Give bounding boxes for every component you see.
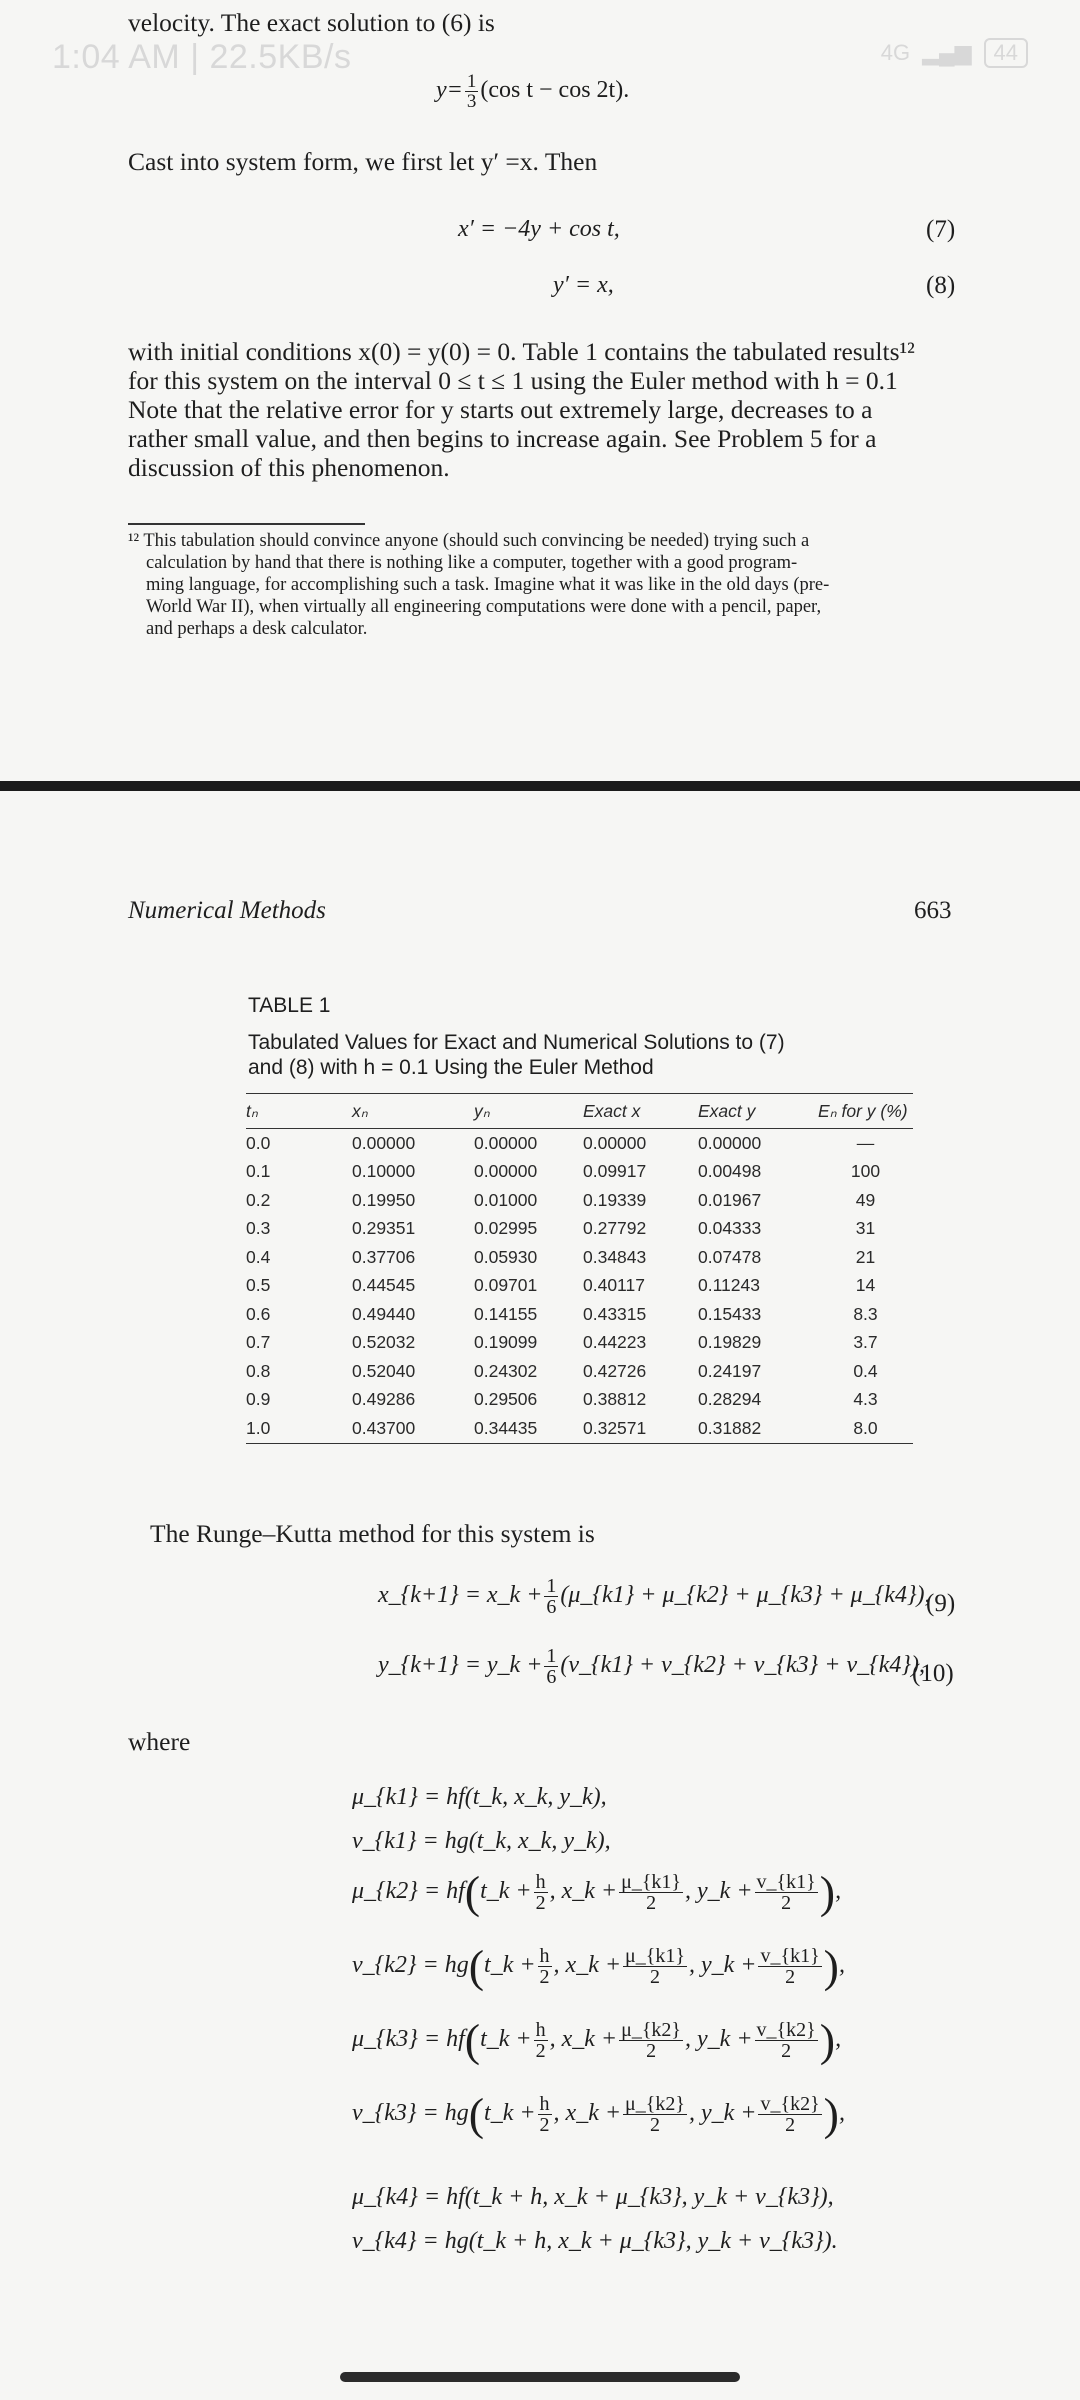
footnote xyxy=(128,530,958,640)
table-cell: 0.24302 xyxy=(474,1360,538,1381)
signal-icon: ▂▄▆ xyxy=(922,40,972,65)
equation-9: x_{k+1} = x_k + $\frac{1}{6}$ (μ_{k1} + μ_{k2} + μ_{k3} + μ_{k4}), xyxy=(378,1575,931,1618)
table-cell: 0.3 xyxy=(246,1218,271,1239)
equation-7: x′ = −4y + cos t, xyxy=(458,216,620,242)
table-cell: 0.43700 xyxy=(314,1414,452,1443)
table-cell: 0.19339 xyxy=(583,1189,647,1210)
mu-k1: μ_{k1} = hf(t_k, x_k, y_k), xyxy=(352,1784,607,1810)
v-k1: v_{k1} = hg(t_k, x_k, y_k), xyxy=(352,1828,611,1854)
table-cell: 0.24197 xyxy=(698,1360,762,1381)
caption-line: and (8) with h = 0.1 Using the Euler Method xyxy=(248,1056,654,1079)
table-row xyxy=(246,1357,913,1386)
table-cell: 0.34435 xyxy=(452,1414,579,1443)
table-cell: 0.7 xyxy=(246,1332,271,1353)
table-cell: 0.19950 xyxy=(352,1189,416,1210)
running-header: Numerical Methods xyxy=(128,897,326,924)
status-icons xyxy=(881,38,1028,68)
table-cell: 0.6 xyxy=(246,1303,271,1324)
fraction: $\frac{1}{6}$ xyxy=(546,1575,557,1618)
fraction: $\frac{1}{3}$ xyxy=(466,71,477,112)
table-cell: 0.00000 xyxy=(474,1132,538,1153)
table-cell: 0.09701 xyxy=(474,1275,538,1296)
table-cell: 0.14155 xyxy=(474,1303,538,1324)
table-row xyxy=(246,1186,913,1215)
equation-7-number: (7) xyxy=(926,216,956,243)
mu-k3: μ_{k3} = hf(t_k + $\frac{h}{2}$ , x_k + $\frac{\mu\_\{k2\}}{2}$ , y_k + $\frac{v\_\{k2\}}{2}$ ), xyxy=(352,2014,842,2066)
table-cell: — xyxy=(856,1132,875,1153)
table-cell: 31 xyxy=(855,1218,876,1239)
cast-text: Cast into system form, we first let y′ =x. Then xyxy=(128,147,598,176)
equation-10: y_{k+1} = y_k + $\frac{1}{6}$ (v_{k1} + v_{k2} + v_{k3} + v_{k4}), xyxy=(378,1645,925,1688)
table-cell: 0.29506 xyxy=(474,1389,538,1410)
header-exact-x: Exact x xyxy=(579,1094,688,1129)
rk-intro: The Runge–Kutta method for this system is xyxy=(150,1519,595,1548)
paragraph-line: for this system on the interval 0 ≤ t ≤ 1 using the Euler method with h = 0.1 xyxy=(128,366,898,395)
page-number: 663 xyxy=(914,897,952,924)
table-cell: 14 xyxy=(855,1275,876,1296)
table-cell: 0.00000 xyxy=(698,1132,762,1153)
caption-line: Tabulated Values for Exact and Numerical Solutions to (7) xyxy=(248,1031,785,1054)
table-row xyxy=(246,1386,913,1415)
header-y: yₙ xyxy=(452,1094,579,1129)
table-cell: 0.49440 xyxy=(352,1303,416,1324)
table-cell: 0.02995 xyxy=(474,1218,538,1239)
table-cell: 100 xyxy=(850,1161,881,1182)
table-cell: 0.40117 xyxy=(583,1275,645,1296)
table-cell: 8.0 xyxy=(818,1414,913,1443)
mu-k4: μ_{k4} = hf(t_k + h, x_k + μ_{k3}, y_k + v_{k3}), xyxy=(352,2184,834,2210)
table-cell: 21 xyxy=(855,1246,876,1267)
table-cell: 4.3 xyxy=(853,1389,878,1410)
table-row xyxy=(246,1243,913,1272)
table-cell: 0.00000 xyxy=(474,1161,538,1182)
v-k4: v_{k4} = hg(t_k + h, x_k + μ_{k3}, y_k + v_{k3}). xyxy=(352,2228,838,2254)
table-cell: 0.44545 xyxy=(352,1275,416,1296)
table-cell: 0.1 xyxy=(246,1161,271,1182)
table-cell: 0.04333 xyxy=(698,1218,762,1239)
footnote-line: and perhaps a desk calculator. xyxy=(146,619,368,639)
footnote-line: ¹² This tabulation should convince anyone (should such convincing be needed) trying such a xyxy=(128,531,810,551)
page-divider xyxy=(0,781,1080,791)
table-row xyxy=(246,1414,913,1443)
table-row xyxy=(246,1215,913,1244)
table-cell: 3.7 xyxy=(853,1332,878,1353)
table-cell: 0.31882 xyxy=(688,1414,818,1443)
table-cell: 0.49286 xyxy=(352,1389,416,1410)
table-cell: 0.5 xyxy=(246,1275,271,1296)
table-header-row xyxy=(246,1094,913,1129)
table-row xyxy=(246,1158,913,1187)
paragraph-line: Note that the relative error for y starts out extremely large, decreases to a xyxy=(128,395,873,424)
table-cell: 0.42726 xyxy=(583,1360,647,1381)
table-cell: 0.27792 xyxy=(583,1218,647,1239)
table-cell: 0.37706 xyxy=(352,1246,416,1267)
header-t: tₙ xyxy=(246,1094,314,1129)
v-k3: v_{k3} = hg(t_k + $\frac{h}{2}$ , x_k + $\frac{\mu\_\{k2\}}{2}$ , y_k + $\frac{v\_\{k2\}}{2}$ ), xyxy=(352,2088,845,2140)
equation-9-number: (9) xyxy=(926,1590,956,1617)
mu-k2: μ_{k2} = hf(t_k + $\frac{h}{2}$ , x_k + $\frac{\mu\_\{k1\}}{2}$ , y_k + $\frac{v\_\{k1\}}{2}$ ), xyxy=(352,1866,842,1918)
table-cell: 0.19099 xyxy=(474,1332,538,1353)
table-cell: 0.9 xyxy=(246,1389,271,1410)
table-cell: 0.00498 xyxy=(698,1161,762,1182)
table-cell: 0.28294 xyxy=(698,1389,762,1410)
header-x: xₙ xyxy=(314,1094,452,1129)
table-cell: 1.0 xyxy=(246,1414,314,1443)
exact-solution: y= $\frac{1}{3}$ (cos t − cos 2t). xyxy=(436,71,630,112)
paragraph-line: rather small value, and then begins to increase again. See Problem 5 for a xyxy=(128,424,877,453)
table-cell: 0.4 xyxy=(246,1246,271,1267)
equation-10-number: (10) xyxy=(912,1660,954,1687)
table-cell: 0.05930 xyxy=(474,1246,538,1267)
status-time: 1:04 AM | 22.5KB/s xyxy=(52,38,352,76)
table-cell: 0.52032 xyxy=(352,1332,416,1353)
table-cell: 0.29351 xyxy=(352,1218,416,1239)
table-cell: 0.00000 xyxy=(352,1132,416,1153)
table-row xyxy=(246,1272,913,1301)
table-cell: 0.2 xyxy=(246,1189,271,1210)
data-table xyxy=(246,1093,913,1444)
paragraph xyxy=(128,337,958,482)
table-caption xyxy=(248,1030,785,1080)
fraction: $\frac{1}{6}$ xyxy=(546,1645,557,1688)
intro-text: velocity. The exact solution to (6) is xyxy=(128,8,495,37)
table-cell: 8.3 xyxy=(853,1303,878,1324)
table-cell: 0.32571 xyxy=(579,1414,688,1443)
equation-8: y′ = x, xyxy=(553,272,614,298)
table-cell: 49 xyxy=(855,1189,876,1210)
table-cell: 0.4 xyxy=(853,1360,878,1381)
table-cell: 0.01967 xyxy=(698,1189,762,1210)
table-cell: 0.52040 xyxy=(352,1360,416,1381)
footnote-line: calculation by hand that there is nothing like a computer, together with a good program- xyxy=(146,553,798,573)
table xyxy=(246,1093,913,1444)
header-error: Eₙ for y (%) xyxy=(818,1094,913,1129)
table-row xyxy=(246,1300,913,1329)
paragraph-line: discussion of this phenomenon. xyxy=(128,453,450,482)
footnote-line: World War II), when virtually all engineering computations were done with a pencil, paper, xyxy=(146,597,822,617)
table-label: TABLE 1 xyxy=(248,994,331,1017)
table-cell: 0.11243 xyxy=(698,1275,760,1296)
battery-icon: 44 xyxy=(984,38,1028,68)
table-row xyxy=(246,1329,913,1358)
table-cell: 0.07478 xyxy=(698,1246,762,1267)
table-cell: 0.34843 xyxy=(583,1246,647,1267)
table-cell: 0.01000 xyxy=(474,1189,538,1210)
table-cell: 0.43315 xyxy=(583,1303,647,1324)
table-row xyxy=(246,1129,913,1158)
where-text: where xyxy=(128,1727,191,1756)
table-cell: 0.44223 xyxy=(583,1332,647,1353)
home-indicator[interactable] xyxy=(340,2372,740,2382)
table-cell: 0.10000 xyxy=(352,1161,416,1182)
network-icon: 4G xyxy=(880,40,911,65)
status-speed: 22.5KB/s xyxy=(209,38,352,76)
table-cell: 0.8 xyxy=(246,1360,271,1381)
table-cell: 0.15433 xyxy=(698,1303,762,1324)
header-exact-y: Exact y xyxy=(688,1094,818,1129)
v-k2: v_{k2} = hg(t_k + $\frac{h}{2}$ , x_k + $\frac{\mu\_\{k1\}}{2}$ , y_k + $\frac{v\_\{k1\}}{2}$ ), xyxy=(352,1940,845,1992)
footnote-line: ming language, for accomplishing such a task. Imagine what it was like in the old days (pre- xyxy=(146,575,830,595)
table-cell: 0.19829 xyxy=(698,1332,762,1353)
status-clock: 1:04 AM xyxy=(52,38,181,76)
table-cell: 0.38812 xyxy=(583,1389,647,1410)
footnote-rule xyxy=(128,523,365,525)
paragraph-line: with initial conditions x(0) = y(0) = 0. Table 1 contains the tabulated results¹² xyxy=(128,337,915,366)
table-cell: 0.0 xyxy=(246,1132,271,1153)
table-cell: 0.09917 xyxy=(583,1161,647,1182)
equation-8-number: (8) xyxy=(926,272,956,299)
table-cell: 0.00000 xyxy=(583,1132,647,1153)
